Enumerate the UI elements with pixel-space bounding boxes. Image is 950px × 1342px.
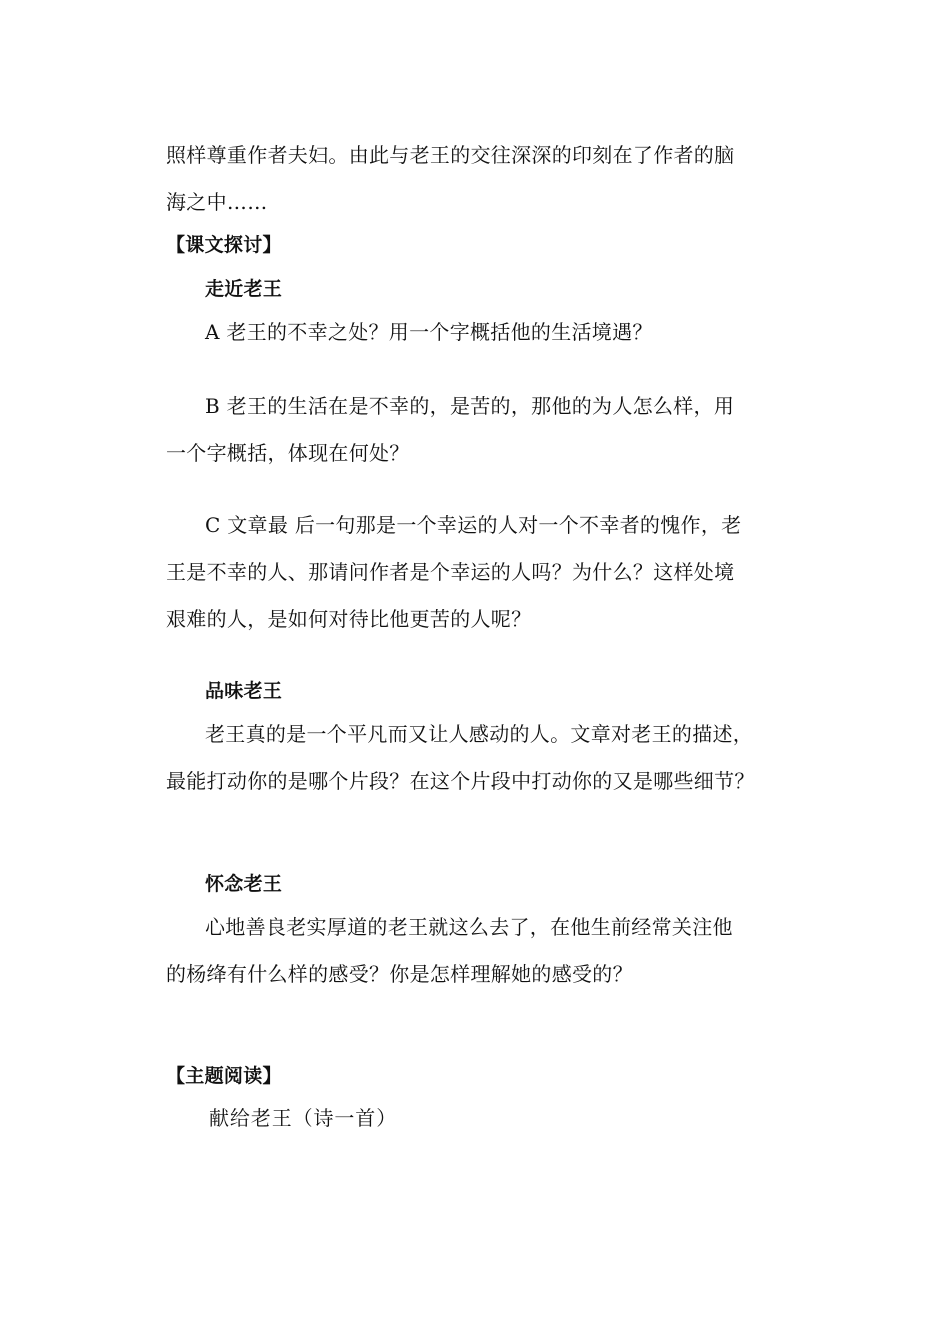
section-heading-theme-reading: 【主题阅读】 xyxy=(166,1065,282,1087)
subheading-remember-lao-wang: 怀念老王 xyxy=(205,873,283,895)
section-heading-discussion: 【课文探讨】 xyxy=(166,234,282,256)
question-b-line-2: 一个字概括，体现在何处？ xyxy=(166,441,410,465)
remember-line-1: 心地善良老实厚道的老王就这么去了，在他生前经常关注他 xyxy=(205,915,733,939)
poem-title: 献给老王（诗一首） xyxy=(209,1106,398,1130)
savor-line-1: 老王真的是一个平凡而又让人感动的人。文章对老王的描述， xyxy=(205,722,754,746)
question-c-line-2: 王是不幸的人、那请问作者是个幸运的人吗？为什么？这样处境 xyxy=(166,560,735,584)
subheading-approach-lao-wang: 走近老王 xyxy=(205,278,283,300)
question-a: A 老王的不幸之处？用一个字概括他的生活境遇？ xyxy=(205,320,653,344)
remember-line-2: 的杨绛有什么样的感受？你是怎样理解她的感受的？ xyxy=(166,962,633,986)
question-b-line-1: B 老王的生活在是不幸的，是苦的，那他的为人怎么样，用 xyxy=(205,394,735,418)
question-c-line-3: 艰难的人，是如何对待比他更苦的人呢？ xyxy=(166,607,532,631)
question-c-line-1: C 文章最 后一句那是一个幸运的人对一个不幸者的愧作，老 xyxy=(205,513,742,537)
savor-line-2: 最能打动你的是哪个片段？在这个片段中打动你的又是哪些细节？ xyxy=(166,769,755,793)
subheading-savor-lao-wang: 品味老王 xyxy=(205,680,283,702)
intro-line-1: 照样尊重作者夫妇。由此与老王的交往深深的印刻在了作者的脑 xyxy=(166,143,735,167)
intro-line-2: 海之中…… xyxy=(166,190,268,214)
